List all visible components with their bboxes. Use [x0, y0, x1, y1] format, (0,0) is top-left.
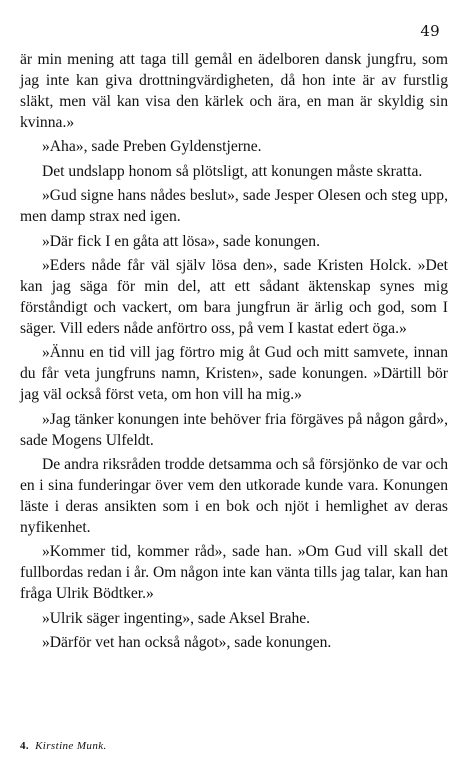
paragraph: »Ulrik säger ingenting», sade Aksel Brahe. [42, 609, 311, 627]
page-number: 49 [420, 22, 440, 40]
signature-title: Kirstine Munk. [35, 740, 107, 752]
paragraph: »Aha», sade Preben Gyldenstjerne. [42, 138, 262, 156]
paragraph: De andra riksråden trodde detsamma och så försjönko de var och en i sina funderingar över vem den utkorade kunde vara. Konungen läste i deras ansikten som i en bok och njöt i hemlighet av deras nyfikenhet. [20, 456, 448, 536]
paragraph: »Där fick I en gåta att lösa», sade konungen. [42, 232, 320, 250]
paragraph: är min mening att taga till gemål en ädelboren dansk jungfru, som jag inte kan giva drottningvärdigheten, då hon inte är av furstlig släkt, men väl kan visa den kärlek och ära, en man är skyldig sin kvinna.» [20, 51, 448, 131]
paragraph: »Därför vet han också något», sade konungen. [42, 634, 332, 652]
signature-mark [20, 740, 107, 752]
body-text [20, 50, 448, 658]
paragraph: »Jag tänker konungen inte behöver fria förgäves på någon gård», sade Mogens Ulfeldt. [20, 410, 448, 449]
paragraph: »Eders nåde får väl själv lösa den», sade Kristen Holck. »Det kan jag säga för min del, att ett sådant äktenskap synes mig förståndigt och vackert, om bara jungfrun är ärlig och god, som I säger. Vill eders nåde anförtro oss, på vem I kastat edert öga.» [20, 257, 448, 337]
paragraph: »Ännu en tid vill jag förtro mig åt Gud och mitt samvete, innan du får veta jungfruns namn, Kristen», sade konungen. »Därtill bör jag väl också först veta, om hon vill ha mig.» [20, 344, 448, 404]
paragraph: »Gud signe hans nådes beslut», sade Jesper Olesen och steg upp, men damp strax ned igen. [20, 187, 448, 226]
paragraph: Det undslapp honom så plötsligt, att konungen måste skratta. [42, 162, 423, 180]
paragraph: »Kommer tid, kommer råd», sade han. »Om Gud vill skall det fullbordas redan i år. Om någon inte kan vänta tills jag talar, kan han fråga Ulrik Bödtker.» [20, 543, 448, 603]
signature-number: 4. [20, 740, 30, 752]
